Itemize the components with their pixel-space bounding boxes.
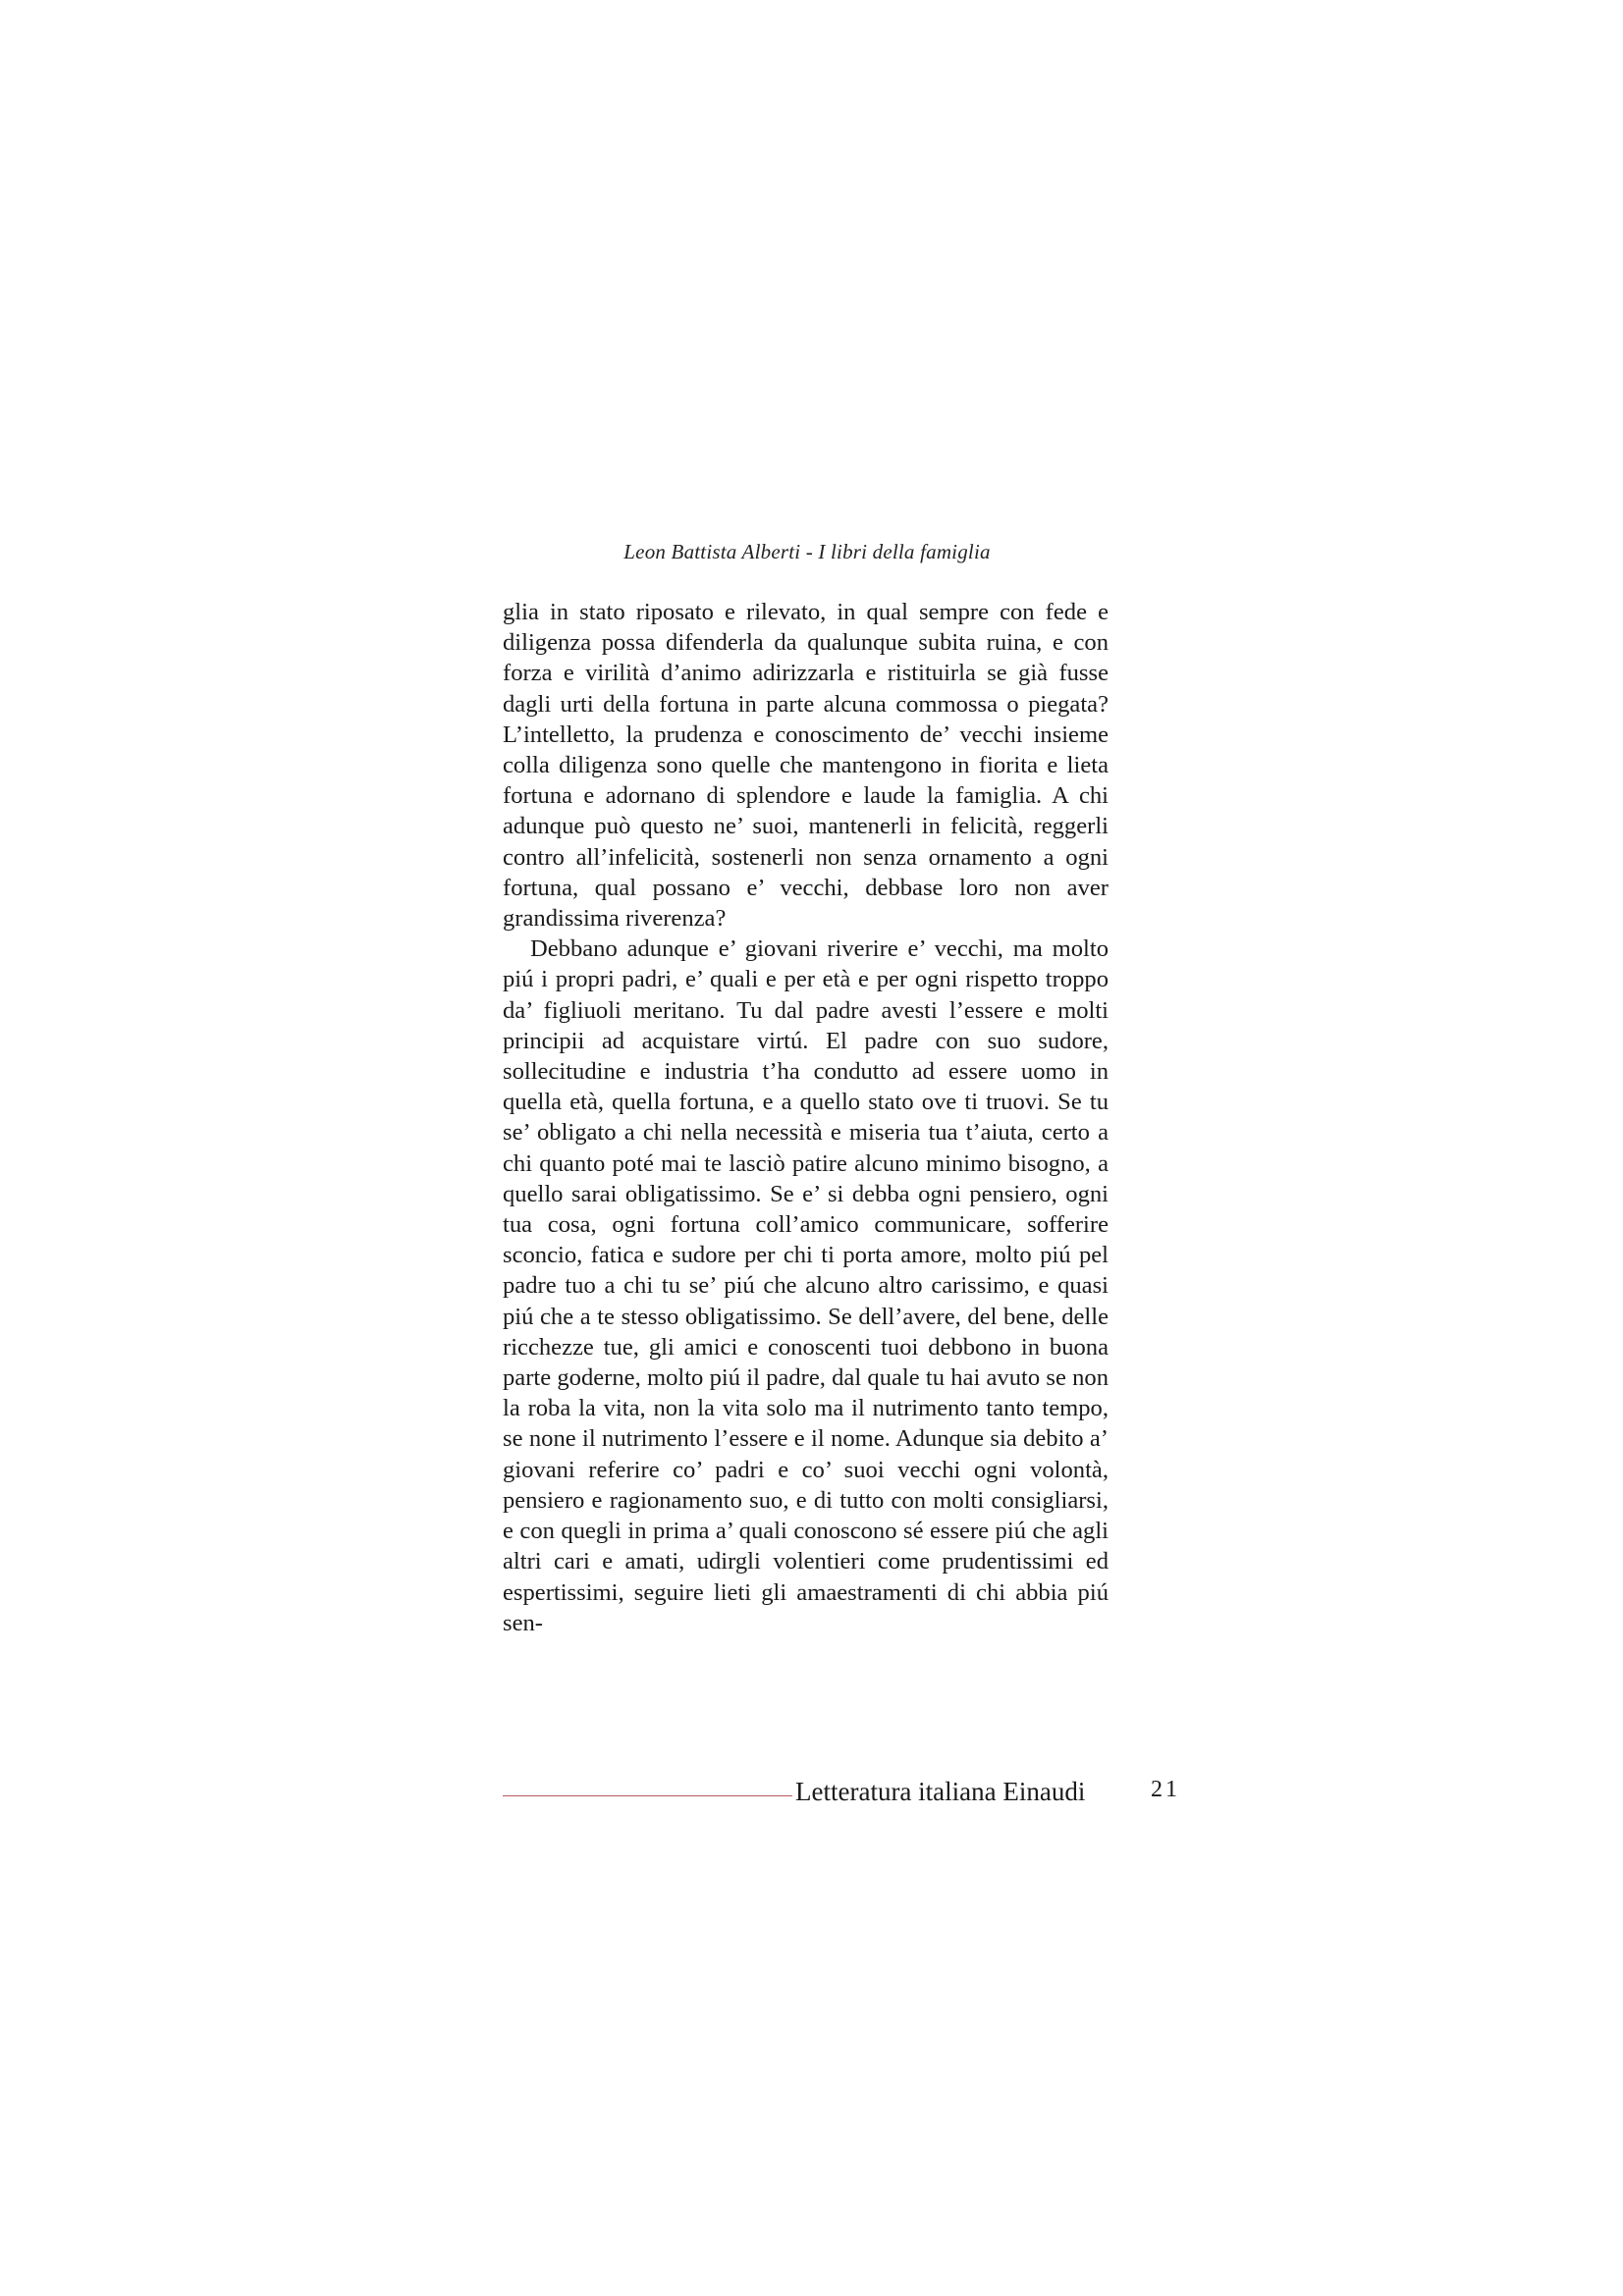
running-head: Leon Battista Alberti - I libri della famiglia: [623, 540, 991, 563]
paragraph: Debbano adunque e’ giovani riverire e’ vecchi, ma molto piú i propri padri, e’ quali e per età e per ogni rispetto troppo da’ figliuoli meritano. Tu dal padre avesti l’essere e molti principii ad acquistare virtú. El padre con suo sudore, sollecitudine e industria t’ha condutto ad essere uomo in quella età, quella fortuna, e a quello stato ove ti truovi. Se tu se’ obligato a chi nella necessità e miseria tua t’aiuta, certo a chi quanto poté mai te lasciò patire alcuno minimo bisogno, a quello sarai obligatissimo. Se e’ si debba ogni pensiero, ogni tua cosa, ogni fortuna coll’amico communicare, sofferire sconcio, fatica e sudore per chi ti porta amore, molto piú pel padre tuo a chi tu se’ piú che alcuno altro carissimo, e quasi piú che a te stesso obligatissimo. Se dell’avere, del bene, delle ricchezze tue, gli amici e conoscenti tuoi debbono in buona parte goderne, molto piú il padre, dal quale tu hai avuto se non la roba la vita, non la vita solo ma il nutrimento tanto tempo, se none il nutrimento l’essere e il nome. Adunque sia debito a’ giovani referire co’ padri e co’ suoi vecchi ogni volontà, pensiero e ragionamento suo, e di tutto con molti consigliarsi, e con quegli in prima a’ quali conoscono sé essere piú che agli altri cari e amati, udirgli volentieri come prudentissimi ed espertissimi, seguire lieti gli amaestramenti di chi abbia piú sen-: [503, 935, 1109, 1636]
footer-rule: [503, 1795, 792, 1796]
body-text: [503, 597, 1109, 1638]
page-number: 21: [1151, 1777, 1180, 1802]
paragraph: glia in stato riposato e rilevato, in qual sempre con fede e diligenza possa difenderla da qualunque subita ruina, e con forza e virilità d’animo adirizzarla e ristituirla se già fusse dagli urti della fortuna in parte alcuna commossa o piegata? L’intelletto, la prudenza e conoscimento de’ vecchi insieme colla diligenza sono quelle che mantengono in fiorita e lieta fortuna e adornano di splendore e laude la famiglia. A chi adunque può questo ne’ suoi, mantenerli in felicità, reggerli contro all’infelicità, sostenerli non senza ornamento a ogni fortuna, qual possano e’ vecchi, debbase loro non aver grandissima riverenza?: [503, 599, 1109, 933]
footer-series-title: Letteratura italiana Einaudi: [795, 1777, 1086, 1806]
